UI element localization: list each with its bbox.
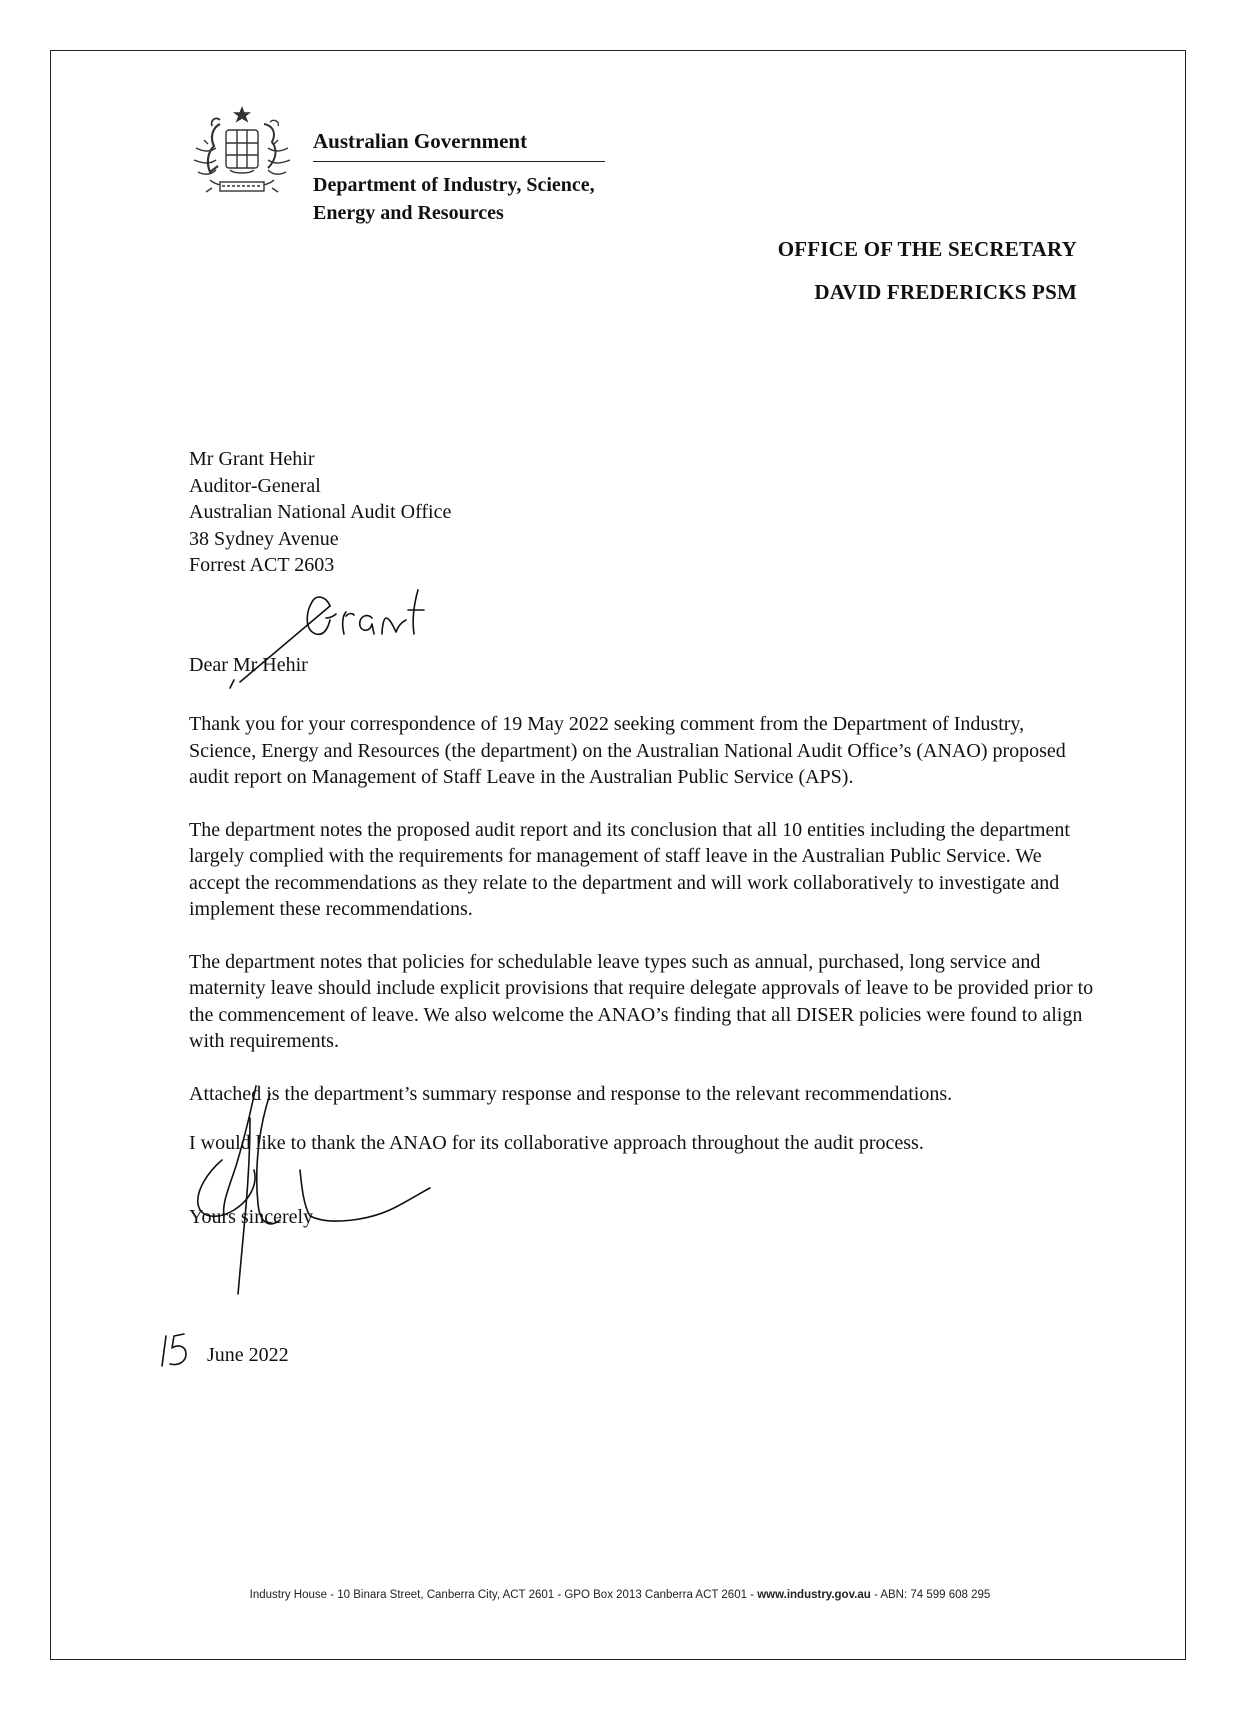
office-block: [778, 228, 1077, 314]
letter-footer: [0, 1589, 1240, 1601]
recipient-locality: Forrest ACT 2603: [189, 554, 335, 576]
letter-body: [189, 711, 1094, 1183]
paragraph: Thank you for your correspondence of 19 May 2022 seeking comment from the Department of Industry, Science, Energy and Resources (the department) on the Australian National Audit Office’s (ANAO) proposed audit report on Management of Staff Leave in the Australian Public Service (APS).: [189, 713, 1066, 788]
recipient-street: 38 Sydney Avenue: [189, 527, 339, 550]
department-name: [313, 171, 595, 227]
footer-address: Industry House - 10 Binara Street, Canberra City, ACT 2601 - GPO Box 2013 Canberra ACT 2601 -: [249, 1589, 758, 1601]
department-line-2: Energy and Resources: [313, 202, 504, 224]
office-title: OFFICE OF THE SECRETARY: [777, 237, 1077, 261]
recipient-organisation: Australian National Audit Office: [189, 501, 452, 523]
paragraph: The department notes the proposed audit report and its conclusion that all 10 entities including the department largely complied with the requirements for management of staff leave in the Australian Public Service. We accept the recommendations as they relate to the department and will work collaboratively to investigate and implement these recommendations.: [189, 818, 1070, 920]
salutation: Dear Mr Hehir: [189, 654, 308, 676]
recipient-title: Auditor-General: [189, 474, 321, 497]
paragraph: I would like to thank the ANAO for its collaborative approach throughout the audit process.: [189, 1132, 924, 1154]
footer-abn: - ABN: 74 599 608 295: [870, 1589, 991, 1601]
coat-of-arms-icon: [186, 104, 298, 204]
department-line-1: Department of Industry, Science,: [313, 174, 595, 196]
closing: Yours sincerely: [189, 1206, 314, 1228]
paragraph: The department notes that policies for schedulable leave types such as annual, purchased, long service and maternity leave should include explicit provisions that require delegate approvals of leave to be provided prior to the commencement of leave. We also welcome the ANAO’s finding that all DISER policies were found to align with requirements.: [189, 950, 1094, 1052]
recipient-address: [189, 446, 451, 579]
recipient-name: Mr Grant Hehir: [189, 448, 315, 470]
government-name: Australian Government: [313, 129, 528, 153]
date-month-year: June 2022: [207, 1344, 289, 1366]
secretary-name: DAVID FREDERICKS PSM: [814, 280, 1077, 304]
paragraph: Attached is the department’s summary response and response to the relevant recommendations.: [189, 1082, 953, 1105]
letterhead-rule: [313, 161, 605, 162]
footer-website[interactable]: www.industry.gov.au: [757, 1589, 871, 1601]
